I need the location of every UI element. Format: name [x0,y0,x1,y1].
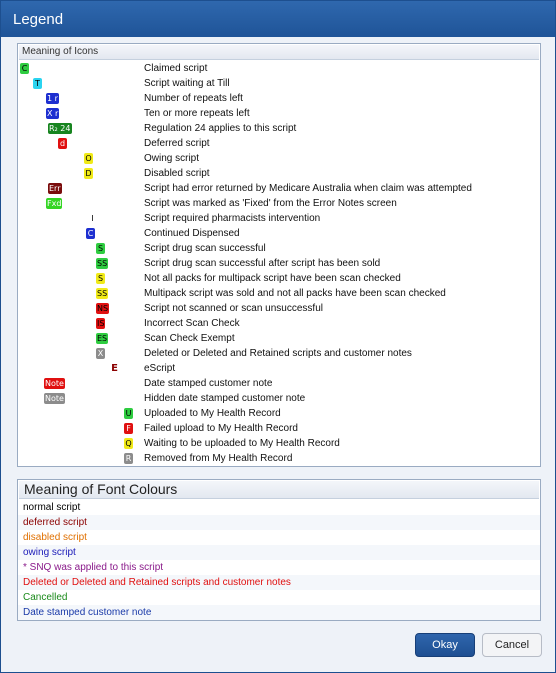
icon-description: Continued Dispensed [144,228,240,239]
fixed-icon: Fxd [47,199,62,208]
till-icon: T [33,78,42,89]
icon-description: Claimed script [144,63,208,74]
ten-repeats-icon: X r [47,109,59,118]
disabled-icon: D [85,169,92,178]
multipack-partial-icon: S [97,274,104,283]
mhr-queued-icon: Q [125,439,132,448]
icon-legend-row [18,136,540,151]
owing-icon: O [85,154,92,163]
icon-description: Deleted or Deleted and Retained scripts and customer notes [144,348,412,359]
icon-legend-row [18,316,540,331]
cancel-button[interactable]: Cancel [482,633,542,657]
scan-success-icon: S [97,244,104,253]
multipack-sold-icon: SS [97,289,108,298]
icon-legend-row [18,436,540,451]
icon-rows [18,61,540,466]
mhr-uploaded-icon: U [125,409,132,418]
icon-description: Script drug scan successful [144,243,266,254]
font-colour-row: owing script [18,545,540,560]
icon-description: Script had error returned by Medicare Australia when claim was attempted [144,183,472,194]
icon-description: Disabled script [144,168,210,179]
icon-legend-row [18,271,540,286]
icon-legend-row [18,196,540,211]
okay-button[interactable]: Okay [415,633,475,657]
note-icon: Note [45,379,64,388]
icon-legend-row [18,181,540,196]
icon-description: Script not scanned or scan unsuccessful [144,303,323,314]
icon-legend-row [18,166,540,181]
icon-legend-row [18,226,540,241]
font-colour-row: normal script [23,502,81,513]
icon-legend-row [18,151,540,166]
icon-legend-row [18,76,540,91]
deleted-icon: X [97,349,104,358]
claimed-icon: C [21,64,28,73]
font-rows [18,500,540,620]
icon-legend-row [18,406,540,421]
icon-legend-row [18,451,540,466]
font-colours-panel [17,479,541,621]
icons-legend-panel [17,43,541,467]
icon-legend-row [18,286,540,301]
icon-legend-row [18,391,540,406]
window-title: Legend [1,1,555,37]
font-colour-row: Date stamped customer note [18,605,540,620]
icon-legend-row [18,211,540,226]
icon-description: Multipack script was sold and not all packs have been scan checked [144,288,446,299]
scan-after-sold-icon: SS [97,259,108,268]
mhr-removed-icon: R [125,454,132,463]
icon-description: Incorrect Scan Check [144,318,240,329]
icon-description: Uploaded to My Health Record [144,408,281,419]
font-colour-row: Cancelled [23,592,68,603]
scan-exempt-icon: ES [97,334,108,343]
font-colour-row: deferred script [18,515,540,530]
icon-description: Script required pharmacists intervention [144,213,321,224]
font-colour-row: Deleted or Deleted and Retained scripts and customer notes [18,575,540,590]
icon-description: eScript [144,363,176,374]
icons-panel-header: Meaning of Icons [19,45,539,60]
continued-icon: C [87,229,94,238]
icon-legend-row [18,376,540,391]
icon-legend-row [18,301,540,316]
escript-icon: E [111,363,118,374]
regulation-24-icon: R₂ 24 [49,124,71,133]
icon-legend-row [18,241,540,256]
icon-description: Number of repeats left [144,93,243,104]
icon-description: Script was marked as 'Fixed' from the Error Notes screen [144,198,397,209]
icon-legend-row [18,256,540,271]
icon-description: Failed upload to My Health Record [144,423,298,434]
icon-description: Scan Check Exempt [144,333,235,344]
icon-description: Not all packs for multipack script have been scan checked [144,273,401,284]
icon-description: Script waiting at Till [144,78,230,89]
icon-description: Ten or more repeats left [144,108,250,119]
font-colours-panel-header: Meaning of Font Colours [19,481,539,499]
icon-legend-row [18,91,540,106]
icon-description: Removed from My Health Record [144,453,293,464]
icon-description: Date stamped customer note [144,378,273,389]
icon-description: Deferred script [144,138,210,149]
not-scanned-icon: NS [97,304,109,313]
icon-description: Script drug scan successful after script has been sold [144,258,381,269]
error-icon: Err [49,184,61,193]
icon-legend-row [18,121,540,136]
icon-legend-row [18,106,540,121]
incorrect-scan-icon: IS [97,319,105,328]
mhr-failed-icon: F [124,423,133,434]
icon-description: Regulation 24 applies to this script [144,123,297,134]
deferred-icon: d [59,139,66,148]
intervention-icon: I [91,214,94,223]
repeats-left-icon: 1 r [47,94,58,103]
font-colour-row: disabled script [23,532,87,543]
icon-legend-row [18,421,540,436]
font-colour-row: * SNQ was applied to this script [23,562,164,573]
icon-legend-row [18,361,540,376]
icon-legend-row [18,61,540,76]
icon-legend-row [18,331,540,346]
icon-description: Hidden date stamped customer note [144,393,306,404]
icon-description: Waiting to be uploaded to My Health Record [144,438,340,449]
icon-legend-row [18,346,540,361]
icon-description: Owing script [144,153,200,164]
hidden-note-icon: Note [45,394,64,403]
